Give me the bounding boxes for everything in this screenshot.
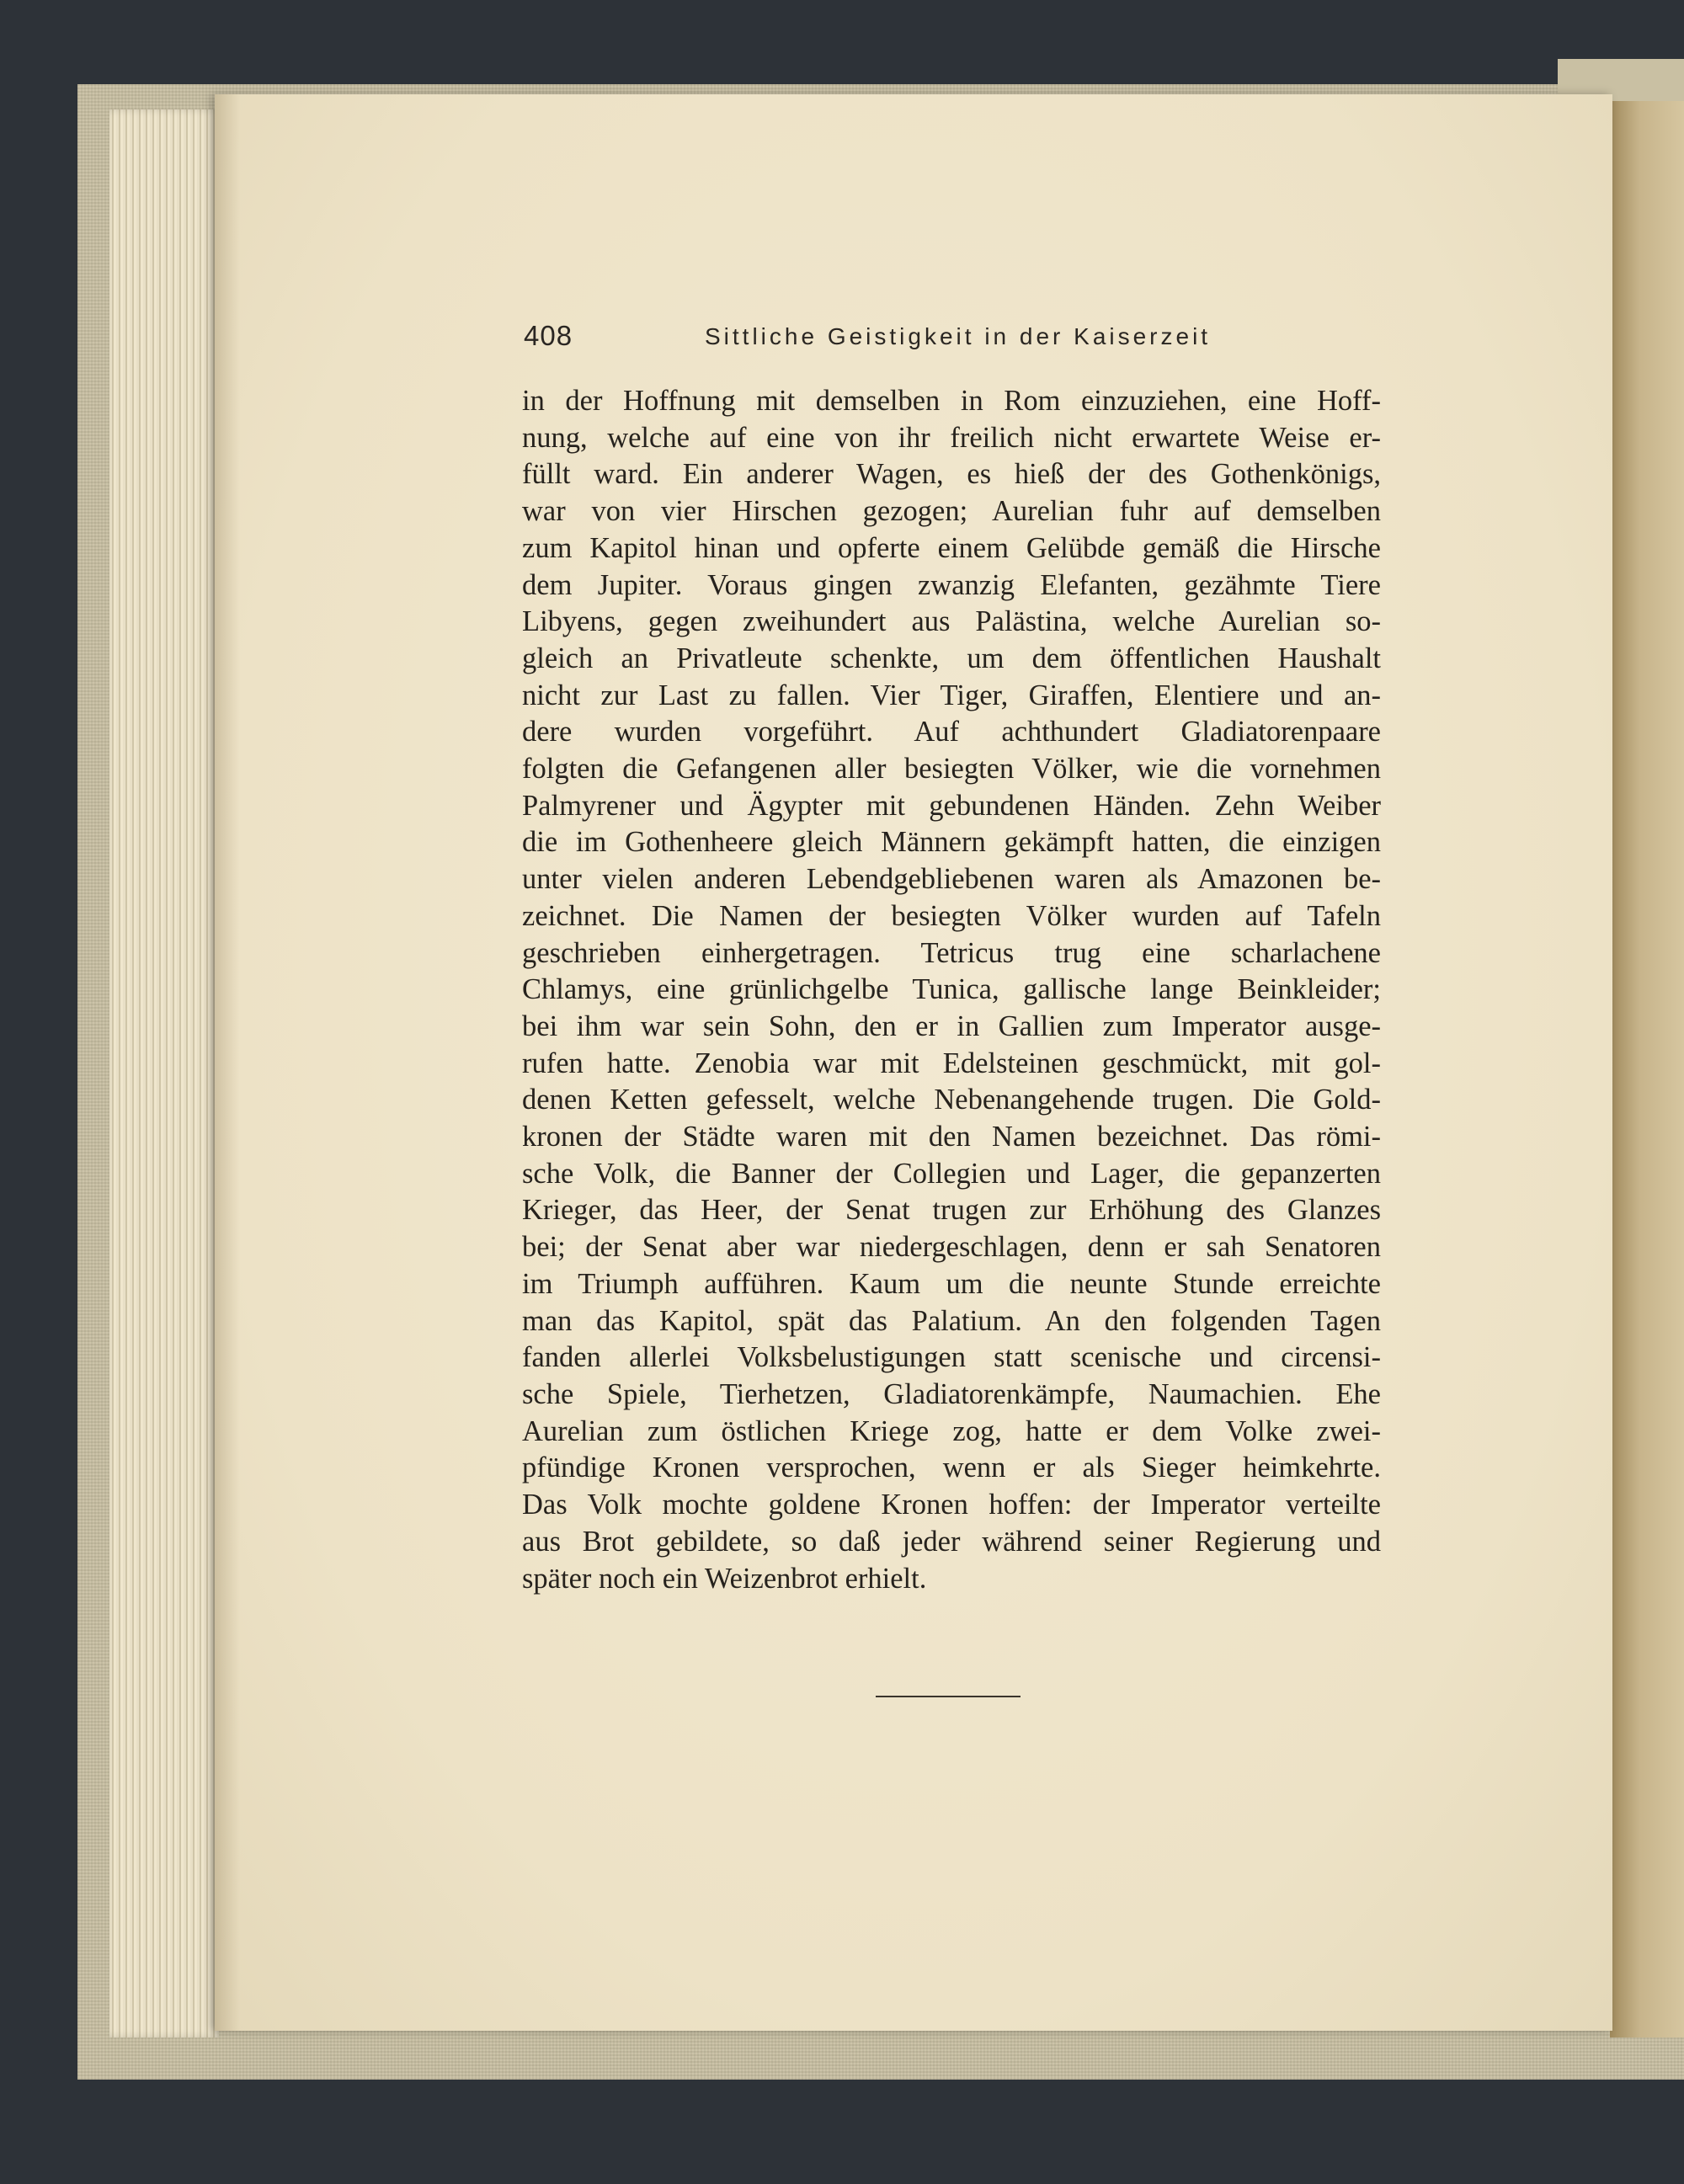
- text-line: nung, welche auf eine von ihr freilich nicht erwartete Weise er-: [522, 421, 1381, 454]
- text-line: gleich an Privatleute schenkte, um dem öffentlichen Haushalt: [522, 642, 1381, 674]
- text-line: kronen der Städte waren mit den Namen bezeichnet. Das römi-: [522, 1121, 1381, 1153]
- text-line: pfündige Kronen versprochen, wenn er als Sieger heimkehrte.: [522, 1452, 1381, 1484]
- text-line: denen Ketten gefesselt, welche Nebenangehende trugen. Die Gold-: [522, 1084, 1381, 1116]
- text-line: zum Kapitol hinan und opferte einem Gelübde gemäß die Hirsche: [522, 531, 1381, 564]
- text-line: dere wurden vorgeführt. Auf achthundert Gladiatorenpaare: [522, 716, 1381, 748]
- text-line: Das Volk mochte goldene Kronen hoffen: der Imperator verteilte: [522, 1489, 1381, 1521]
- body-text: [522, 383, 1381, 1597]
- text-line: zeichnet. Die Namen der besiegten Völker wurden auf Tafeln: [522, 899, 1381, 932]
- text-line: folgten die Gefangenen aller besiegten Völker, wie die vornehmen: [522, 753, 1381, 786]
- text-line: war von vier Hirschen gezogen; Aurelian fuhr auf demselben: [522, 495, 1381, 528]
- text-line: sche Spiele, Tierhetzen, Gladiatorenkämpfe, Naumachien. Ehe: [522, 1377, 1381, 1410]
- text-line: fanden allerlei Volksbelustigungen statt scenische und circensi-: [522, 1341, 1381, 1374]
- text-line: im Triumph aufführen. Kaum um die neunte Stunde erreichte: [522, 1267, 1381, 1300]
- text-line: bei ihm war sein Sohn, den er in Gallien zum Imperator ausge-: [522, 1009, 1381, 1042]
- text-line: Palmyrener und Ägypter mit gebundenen Händen. Zehn Weiber: [522, 789, 1381, 822]
- text-line: geschrieben einhergetragen. Tetricus trug eine scharlachene: [522, 936, 1381, 969]
- text-line: in der Hoffnung mit demselben in Rom einzuziehen, eine Hoff-: [522, 385, 1381, 417]
- page-header: [524, 320, 1383, 359]
- page-number: 408: [524, 320, 573, 351]
- text-line: aus Brot gebildete, so daß jeder während seiner Regierung und: [522, 1525, 1381, 1558]
- running-head: Sittliche Geistigkeit in der Kaiserzeit: [705, 323, 1212, 349]
- text-line-last: später noch ein Weizenbrot erhielt.: [522, 1562, 927, 1595]
- text-line: bei; der Senat aber war niedergeschlagen, denn er sah Senatoren: [522, 1231, 1381, 1264]
- text-line: dem Jupiter. Voraus gingen zwanzig Elefanten, gezähmte Tiere: [522, 568, 1381, 601]
- text-line: sche Volk, die Banner der Collegien und Lager, die gepanzerten: [522, 1157, 1381, 1190]
- page-edges: [109, 109, 219, 2038]
- facing-page-edge: [1610, 101, 1684, 2038]
- text-line: rufen hatte. Zenobia war mit Edelsteinen geschmückt, mit gol-: [522, 1047, 1381, 1079]
- text-line: Libyens, gegen zweihundert aus Palästina, welche Aurelian so-: [522, 605, 1381, 638]
- text-line: Chlamys, eine grünlichgelbe Tunica, gallische lange Beinkleider;: [522, 973, 1381, 1006]
- text-line: unter vielen anderen Lebendgebliebenen waren als Amazonen be-: [522, 863, 1381, 896]
- text-line: nicht zur Last zu fallen. Vier Tiger, Giraffen, Elentiere und an-: [522, 679, 1381, 711]
- text-line: die im Gothenheere gleich Männern gekämpft hatten, die einzigen: [522, 826, 1381, 859]
- end-rule: [876, 1696, 1021, 1697]
- text-line: füllt ward. Ein anderer Wagen, es hieß der des Gothenkönigs,: [522, 458, 1381, 491]
- text-line: Krieger, das Heer, der Senat trugen zur Erhöhung des Glanzes: [522, 1194, 1381, 1227]
- text-line: man das Kapitol, spät das Palatium. An den folgenden Tagen: [522, 1304, 1381, 1337]
- text-line: Aurelian zum östlichen Kriege zog, hatte er dem Volke zwei-: [522, 1414, 1381, 1447]
